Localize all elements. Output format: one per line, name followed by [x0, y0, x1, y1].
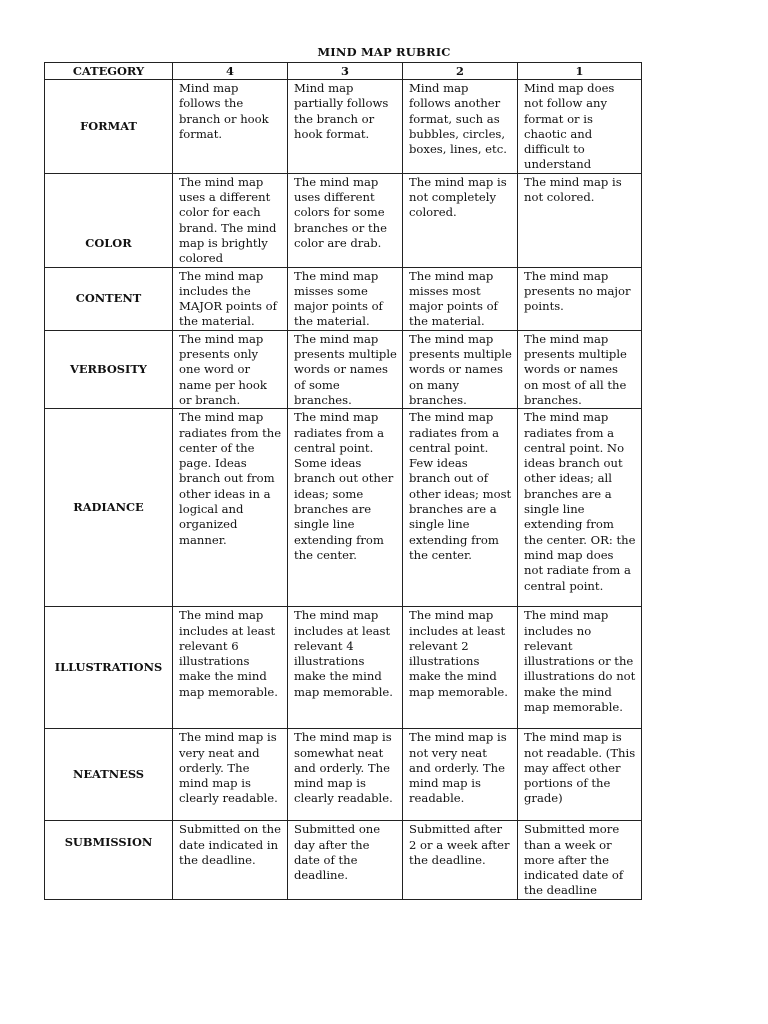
rubric-table	[44, 62, 642, 900]
rubric-cell: The mind map is not colored.	[518, 173, 642, 267]
table-row	[45, 409, 642, 607]
category-cell: COLOR	[45, 173, 173, 267]
category-cell: NEATNESS	[45, 729, 173, 821]
rubric-cell: The mind map radiates from a central point. No ideas branch out other ideas; all branches are a single line extending from the center. OR: the mind map does not radiate from a central point.	[518, 409, 642, 607]
rubric-cell: The mind map radiates from a central point. Few ideas branch out of other ideas; most branches are a single line extending from the center.	[403, 409, 518, 607]
table-row	[45, 821, 642, 899]
category-cell: FORMAT	[45, 80, 173, 174]
rubric-cell: The mind map uses a different color for each brand. The mind map is brightly colored	[173, 173, 288, 267]
rubric-cell: Submitted on the date indicated in the deadline.	[173, 821, 288, 899]
table-row	[45, 80, 642, 174]
rubric-cell: The mind map presents multiple words or names on many branches.	[403, 330, 518, 408]
rubric-cell: The mind map is not readable. (This may affect other portions of the grade)	[518, 729, 642, 821]
rubric-cell: The mind map includes no relevant illustrations or the illustrations do not make the mind map memorable.	[518, 607, 642, 729]
header-score-3: 3	[288, 63, 403, 80]
table-row	[45, 267, 642, 330]
rubric-cell: The mind map presents no major points.	[518, 267, 642, 330]
rubric-cell: The mind map is not very neat and orderly. The mind map is readable.	[403, 729, 518, 821]
category-cell: RADIANCE	[45, 409, 173, 607]
header-score-4: 4	[173, 63, 288, 80]
table-row	[45, 173, 642, 267]
rubric-cell: Mind map does not follow any format or is chaotic and difficult to understand	[518, 80, 642, 174]
category-cell: CONTENT	[45, 267, 173, 330]
rubric-cell: Mind map follows another format, such as bubbles, circles, boxes, lines, etc.	[403, 80, 518, 174]
rubric-cell: The mind map presents multiple words or names on most of all the branches.	[518, 330, 642, 408]
rubric-cell: The mind map presents only one word or name per hook or branch.	[173, 330, 288, 408]
rubric-cell: The mind map is not completely colored.	[403, 173, 518, 267]
category-cell: SUBMISSION	[45, 821, 173, 899]
header-row	[45, 63, 642, 80]
rubric-cell: The mind map misses most major points of the material.	[403, 267, 518, 330]
header-score-2: 2	[403, 63, 518, 80]
rubric-cell: The mind map misses some major points of the material.	[288, 267, 403, 330]
rubric-cell: The mind map includes at least relevant 6 illustrations make the mind map memorable.	[173, 607, 288, 729]
rubric-cell: The mind map presents multiple words or names of some branches.	[288, 330, 403, 408]
category-cell: VERBOSITY	[45, 330, 173, 408]
rubric-cell: The mind map uses different colors for some branches or the color are drab.	[288, 173, 403, 267]
rubric-cell: Submitted after 2 or a week after the deadline.	[403, 821, 518, 899]
header-category: CATEGORY	[45, 63, 173, 80]
rubric-cell: The mind map radiates from a central point. Some ideas branch out other ideas; some branches are single line extending from the center.	[288, 409, 403, 607]
page-title: MIND MAP RUBRIC	[317, 45, 451, 59]
rubric-cell: The mind map radiates from the center of the page. Ideas branch out from other ideas in a logical and organized manner.	[173, 409, 288, 607]
rubric-cell: Submitted one day after the date of the deadline.	[288, 821, 403, 899]
rubric-cell: Mind map follows the branch or hook format.	[173, 80, 288, 174]
rubric-cell: The mind map includes at least relevant 4 illustrations make the mind map memorable.	[288, 607, 403, 729]
rubric-cell: The mind map includes the MAJOR points of the material.	[173, 267, 288, 330]
rubric-cell: The mind map is somewhat neat and orderly. The mind map is clearly readable.	[288, 729, 403, 821]
category-cell: ILLUSTRATIONS	[45, 607, 173, 729]
table-row	[45, 607, 642, 729]
rubric-cell: Submitted more than a week or more after the indicated date of the deadline	[518, 821, 642, 899]
rubric-cell: The mind map is very neat and orderly. The mind map is clearly readable.	[173, 729, 288, 821]
rubric-cell: Mind map partially follows the branch or hook format.	[288, 80, 403, 174]
header-score-1: 1	[518, 63, 642, 80]
table-row	[45, 729, 642, 821]
rubric-cell: The mind map includes at least relevant 2 illustrations make the mind map memorable.	[403, 607, 518, 729]
table-row	[45, 330, 642, 408]
